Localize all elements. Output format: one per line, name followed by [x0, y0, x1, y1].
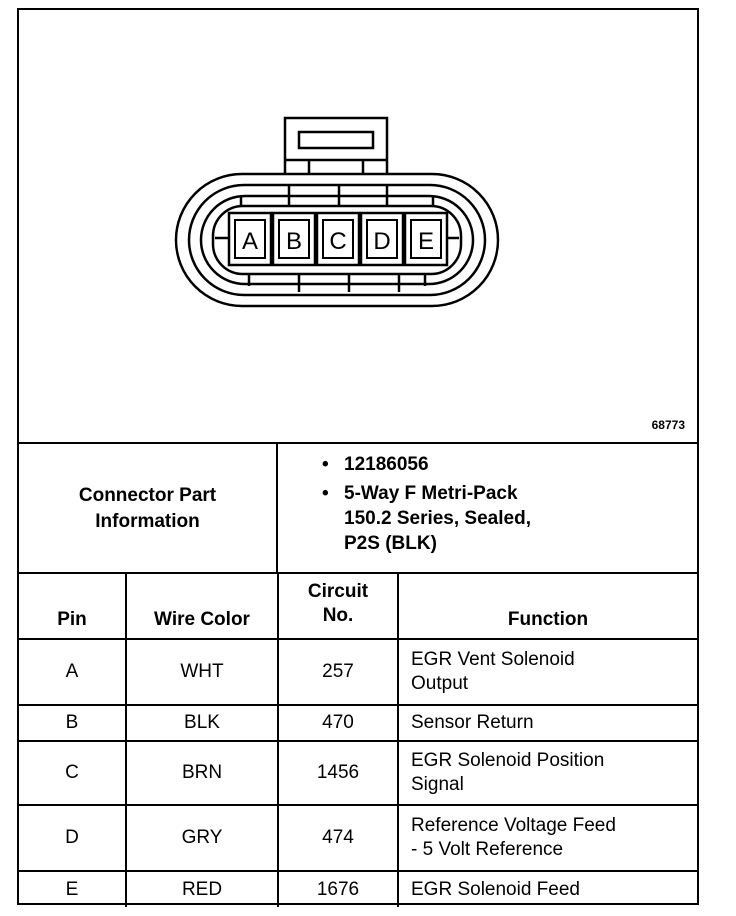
- connector-info-frame: [17, 8, 699, 905]
- info-line: 150.2 Series, Sealed,: [344, 508, 531, 529]
- circuit-header-line: No.: [322, 605, 354, 626]
- wire-color-header: Wire Color: [126, 573, 278, 639]
- circuit-cell: 257: [278, 639, 398, 705]
- info-line: • 5-Way F Metri-Pack: [344, 483, 518, 504]
- pin-cavity-e: [405, 213, 447, 265]
- circuit-header-line: Circuit: [307, 581, 369, 602]
- circuit-header: [278, 573, 398, 639]
- pin-letter: E: [417, 228, 435, 255]
- wire-color-cell: GRY: [126, 805, 278, 871]
- table-row: [19, 871, 697, 907]
- info-line: P2S (BLK): [344, 533, 437, 554]
- info-line: • 12186056: [344, 454, 429, 475]
- connector-part-info: [19, 442, 697, 574]
- pin-cavity-d: [361, 213, 403, 265]
- connector-face-drawing: [19, 10, 697, 442]
- figure-id: 68773: [651, 418, 685, 432]
- table-row: [19, 805, 697, 871]
- info-label-line: Information: [95, 511, 200, 532]
- pin-cavity-c: [317, 213, 359, 265]
- function-header: Function: [398, 573, 697, 639]
- connector-diagram: [19, 10, 697, 442]
- pin-header: Pin: [19, 573, 126, 639]
- function-cell: [398, 805, 697, 871]
- wire-color-cell: WHT: [126, 639, 278, 705]
- pin-cell: B: [19, 705, 126, 741]
- function-cell: [398, 639, 697, 705]
- pin-cell: E: [19, 871, 126, 907]
- function-line: EGR Solenoid Position: [411, 750, 605, 771]
- pin-cavity-b: [273, 213, 315, 265]
- wire-color-cell: BRN: [126, 741, 278, 805]
- function-line: Signal: [411, 774, 464, 795]
- part-info-list: [278, 444, 697, 582]
- table-header-row: [19, 573, 697, 639]
- connector-part-info-label: [19, 444, 278, 574]
- function-cell: [398, 705, 697, 741]
- wire-color-cell: BLK: [126, 705, 278, 741]
- pin-letter: D: [373, 228, 391, 255]
- circuit-cell: 474: [278, 805, 398, 871]
- circuit-cell: 1676: [278, 871, 398, 907]
- connector-type-item: [278, 481, 697, 556]
- table-row: [19, 741, 697, 805]
- function-cell: [398, 741, 697, 805]
- table-row: [19, 639, 697, 705]
- circuit-cell: 470: [278, 705, 398, 741]
- table-row: [19, 705, 697, 741]
- pin-letter: A: [241, 228, 259, 255]
- pin-cavities: [229, 213, 447, 265]
- function-line: Sensor Return: [411, 712, 534, 733]
- pin-cavity-a: [229, 213, 271, 265]
- pin-table: [19, 572, 697, 907]
- pin-cell: A: [19, 639, 126, 705]
- pin-cell: C: [19, 741, 126, 805]
- circuit-cell: 1456: [278, 741, 398, 805]
- function-line: - 5 Volt Reference: [411, 839, 564, 860]
- part-number-item: [278, 452, 697, 477]
- pin-letter: B: [285, 228, 303, 255]
- wire-color-cell: RED: [126, 871, 278, 907]
- pin-cell: D: [19, 805, 126, 871]
- function-line: Output: [411, 673, 469, 694]
- pin-letter: C: [329, 228, 347, 255]
- function-line: EGR Solenoid Feed: [411, 878, 580, 900]
- function-cell: [398, 871, 697, 907]
- function-line: Reference Voltage Feed: [411, 815, 616, 836]
- pin-rows: [19, 639, 697, 907]
- info-label-line: Connector Part: [78, 485, 217, 506]
- function-line: EGR Vent Solenoid: [411, 649, 575, 670]
